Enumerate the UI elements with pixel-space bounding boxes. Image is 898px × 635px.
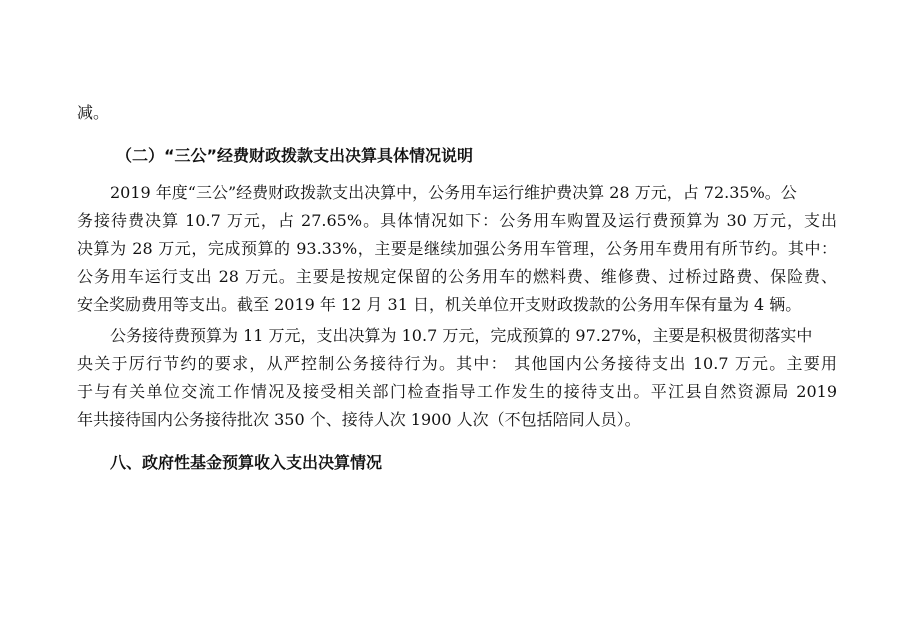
section-heading: （二）“三公”经费财政拨款支出决算具体情况说明 — [116, 146, 474, 165]
paragraph-line: 2019 年度“三公”经费财政拨款支出决算中，公务用车运行维护费决算 28 万元，占 72.35%。公 — [110, 183, 797, 202]
paragraph-line: 年共接待国内公务接待批次 350 个、接待人次 1900 人次（不包括陪同人员）。 — [77, 410, 641, 429]
paragraph-line: 减。 — [77, 103, 110, 122]
paragraph-line: 公务用车运行支出 28 万元。主要是按规定保留的公务用车的燃料费、维修费、过桥过路费、保险费、 — [77, 267, 837, 286]
paragraph-line: 决算为 28 万元，完成预算的 93.33%，主要是继续加强公务用车管理，公务用车费用有所节约。其中： — [77, 239, 837, 258]
paragraph-line: 央关于厉行节约的要求，从严控制公务接待行为。其中： 其他国内公务接待支出 10.7 万元。主要用 — [77, 354, 837, 373]
paragraph-line: 于与有关单位交流工作情况及接受相关部门检查指导工作发生的接待支出。平江县自然资源局 2019 — [77, 382, 837, 401]
paragraph-line: 务接待费决算 10.7 万元，占 27.65%。具体情况如下：公务用车购置及运行费预算为 30 万元，支出 — [77, 211, 837, 230]
paragraph-line: 安全奖励费用等支出。截至 2019 年 12 月 31 日，机关单位开支财政拨款的公务用车保有量为 4 辆。 — [77, 295, 802, 314]
paragraph-line: 公务接待费预算为 11 万元，支出决算为 10.7 万元，完成预算的 97.27%，主要是积极贯彻落实中 — [110, 326, 813, 345]
section-heading: 八、政府性基金预算收入支出决算情况 — [110, 453, 383, 472]
